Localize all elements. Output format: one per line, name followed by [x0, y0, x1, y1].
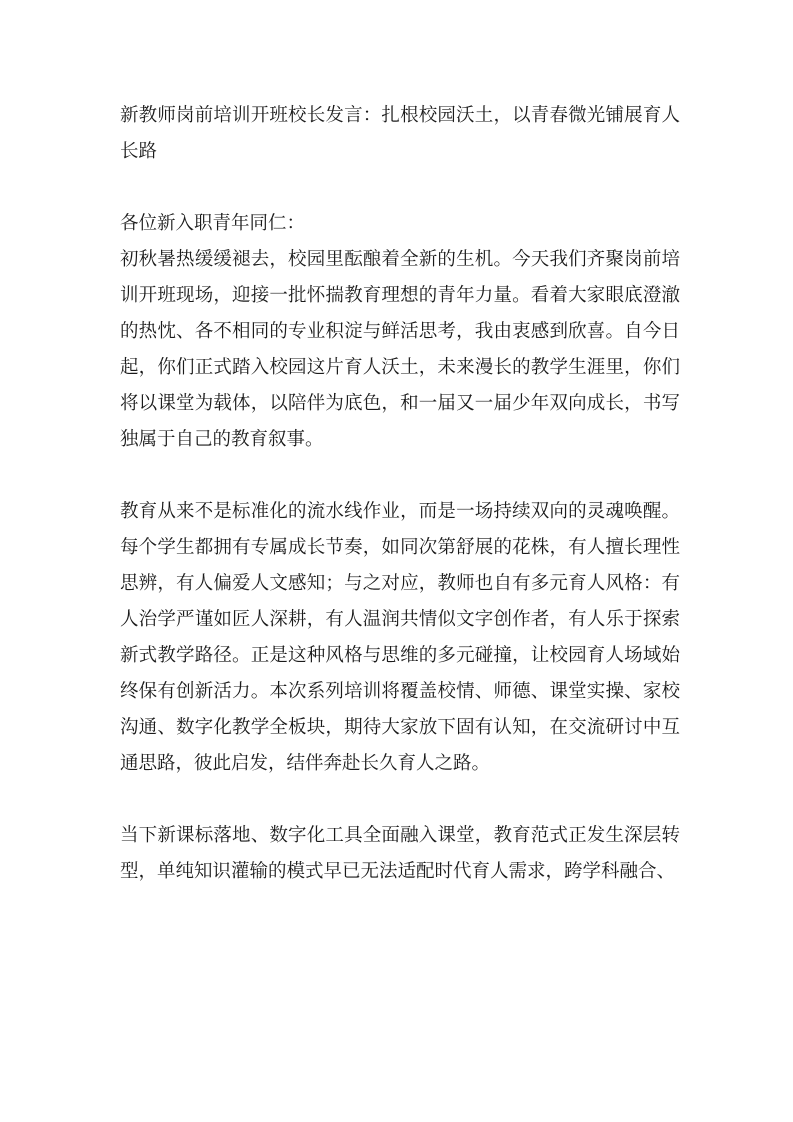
spacer: [120, 782, 680, 818]
spacer: [120, 458, 680, 494]
paragraph-3: 当下新课标落地、数字化工具全面融入课堂，教育范式正发生深层转型，单纯知识灌输的模式早已无法适配时代育人需求，跨学科融合、: [120, 825, 680, 882]
document-body: [120, 98, 680, 890]
document-title: 新教师岗前培训开班校长发言：扎根校园沃土，以青春微光铺展育人长路: [120, 105, 680, 162]
paragraph-2: 教育从来不是标准化的流水线作业，而是一场持续双向的灵魂唤醒。每个学生都拥有专属成长节奏，如同次第舒展的花株，有人擅长理性思辨，有人偏爱人文感知；与之对应，教师也自有多元育人风格：有人治学严谨如匠人深耕，有人温润共情似文字创作者，有人乐于探索新式教学路径。正是这种风格与思维的多元碰撞，让校园育人场域始终保有创新活力。本次系列培训将覆盖校情、师德、课堂实操、家校沟通、数字化教学全板块，期待大家放下固有认知，在交流研讨中互通思路，彼此启发，结伴奔赴长久育人之路。: [120, 501, 680, 774]
paragraph-1: 初秋暑热缓缓褪去，校园里酝酿着全新的生机。今天我们齐聚岗前培训开班现场，迎接一批怀揣教育理想的青年力量。看着大家眼底澄澈的热忱、各不相同的专业积淀与鲜活思考，我由衷感到欣喜。自今日起，你们正式踏入校园这片育人沃土，未来漫长的教学生涯里，你们将以课堂为载体，以陪伴为底色，和一届又一届少年双向成长，书写独属于自己的教育叙事。: [120, 249, 680, 450]
salutation: 各位新入职青年同仁：: [120, 213, 306, 234]
spacer: [120, 170, 680, 206]
